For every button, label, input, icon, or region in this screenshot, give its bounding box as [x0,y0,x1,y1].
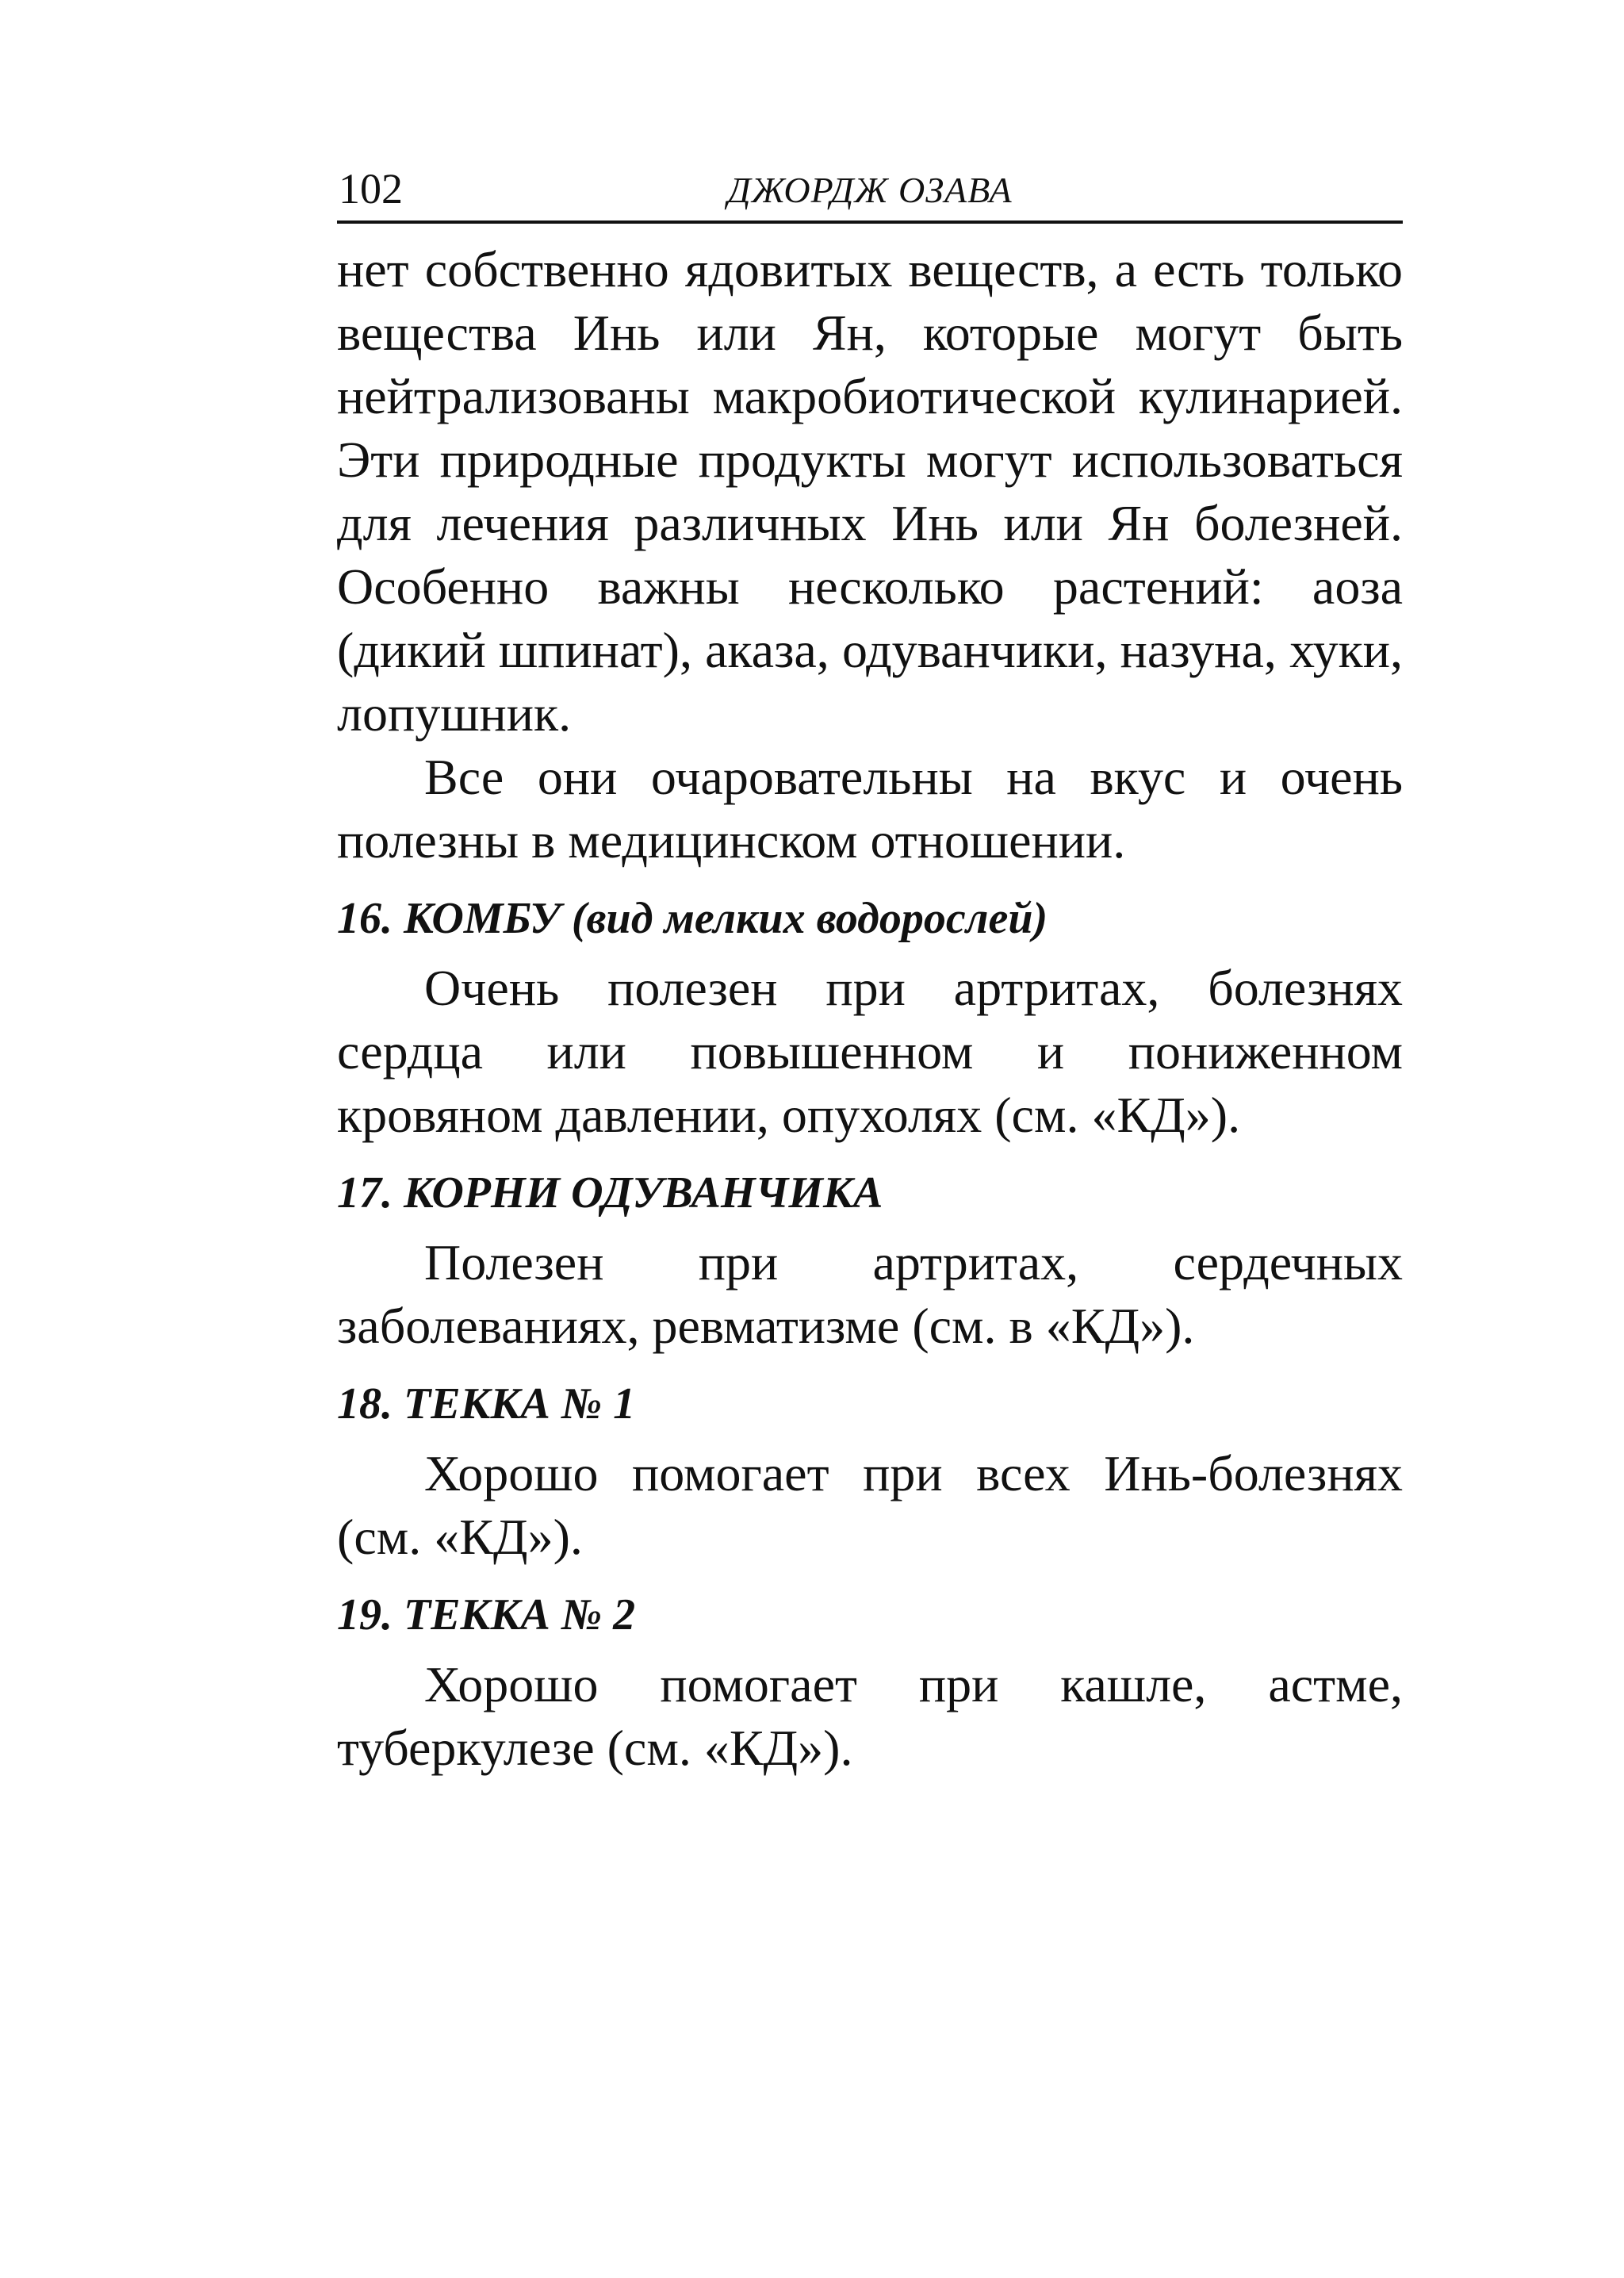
page-body [337,238,1403,1780]
header-rule [337,221,1403,224]
section-text-17: Полезен при артритах, сердечных заболеваниях, ревматизме (см. в «КД»). [337,1234,1403,1354]
section-heading-17: 17. КОРНИ ОДУВАНЧИКА [337,1168,883,1218]
section-heading-18: 18. ТЕККА № 1 [337,1379,636,1429]
page-header [337,159,1403,222]
section-text-16: Очень полезен при артритах, болезнях сердца или повышенном и пониженном кровяном давлении, опухолях (см. «КД»). [337,960,1403,1143]
section-heading-16: 16. КОМБУ (вид мелких водорослей) [337,894,1048,943]
page-number: 102 [339,165,403,213]
section-text-18: Хорошо помогает при всех Инь-болезнях (см. «КД»). [337,1445,1403,1565]
paragraph-continued: нет собственно ядовитых веществ, а есть только вещества Инь или Ян, которые могут быть нейтрализованы макробиотической кулинарией. Эти природные продукты могут использоваться для лечения различных Инь или Ян болезней. Особенно важны несколько растений: аоза (дикий шпинат), аказа, одуванчики, назуна, хуки, лопушник. [337,241,1403,742]
running-head: ДЖОРДЖ ОЗАВА [727,170,1013,210]
section-heading-19: 19. ТЕККА № 2 [337,1590,636,1639]
paragraph: Все они очаровательны на вкус и очень полезны в медицинском отношении. [337,749,1403,869]
section-text-19: Хорошо помогает при кашле, астме, туберкулезе (см. «КД»). [337,1656,1403,1776]
